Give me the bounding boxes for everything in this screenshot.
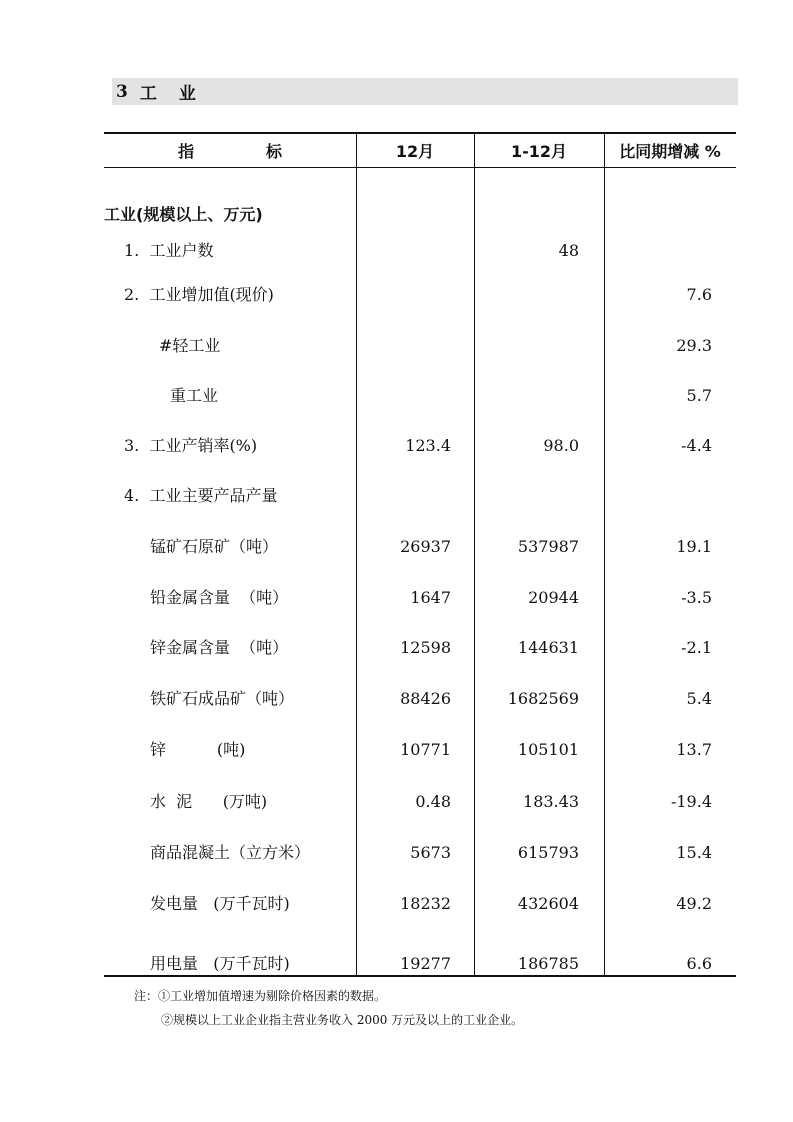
- row-pct-value: 29.3: [676, 336, 712, 355]
- group-title-row: [104, 202, 736, 228]
- section-header: [112, 78, 738, 105]
- row-month-value: [356, 383, 451, 409]
- table-row: [104, 238, 736, 264]
- row-ytd-value: 1682569: [507, 689, 579, 708]
- row-ytd-value: 105101: [517, 740, 579, 759]
- row-pct-value: [604, 238, 712, 264]
- row-label: 锌金属含量 （吨）: [150, 638, 289, 657]
- row-ytd-value: 615793: [517, 843, 579, 862]
- row-pct-value: 19.1: [676, 537, 712, 556]
- row-pct-value: [604, 483, 712, 509]
- row-pct-value: 6.6: [686, 954, 712, 973]
- row-month-value: 26937: [400, 537, 451, 556]
- row-label: 锌 (吨): [150, 740, 246, 759]
- row-pct-value: 15.4: [676, 843, 712, 862]
- row-month-value: [356, 238, 451, 264]
- table-row: [104, 789, 736, 815]
- row-ytd-value: 144631: [517, 638, 579, 657]
- row-month-value: 5673: [410, 843, 451, 862]
- row-month-value: [356, 282, 451, 308]
- row-month-value: 1647: [410, 588, 451, 607]
- row-ytd-value: [474, 333, 579, 359]
- header-indicator-char1: 指: [177, 141, 194, 161]
- table-row: [104, 333, 736, 359]
- section-number: 3: [116, 81, 128, 102]
- table-row: [104, 891, 736, 917]
- table-row: [104, 951, 736, 977]
- table-row: [104, 840, 736, 866]
- row-label: 用电量 (万千瓦时): [150, 954, 290, 973]
- row-label: 铁矿石成品矿（吨）: [150, 689, 295, 708]
- table-row: [104, 534, 736, 560]
- table-row: [104, 483, 736, 509]
- row-month-value: 19277: [400, 954, 451, 973]
- row-pct-value: -4.4: [681, 436, 712, 455]
- row-ytd-value: 20944: [528, 588, 579, 607]
- row-pct-value: 13.7: [676, 740, 712, 759]
- row-pct-value: -19.4: [670, 792, 712, 811]
- row-label: 商品混凝土（立方米）: [150, 843, 311, 862]
- row-label: 2. 工业增加值(现价): [124, 285, 274, 304]
- section-title-part1: 工: [139, 84, 157, 104]
- row-pct-value: -2.1: [681, 638, 712, 657]
- row-label: 4. 工业主要产品产量: [124, 486, 278, 505]
- row-label: 水 泥 (万吨): [150, 792, 268, 811]
- row-month-value: 10771: [400, 740, 451, 759]
- row-ytd-value: [474, 282, 579, 308]
- row-month-value: 0.48: [415, 792, 451, 811]
- note-2: ②规模以上工业企业指主营业务收入 2000 万元及以上的工业企业。: [161, 1013, 524, 1027]
- row-pct-value: 5.7: [686, 386, 712, 405]
- row-ytd-value: 98.0: [543, 436, 579, 455]
- row-label: 锰矿石原矿（吨）: [150, 537, 279, 556]
- row-ytd-value: 432604: [517, 894, 579, 913]
- table-row: [104, 585, 736, 611]
- row-label: 铅金属含量 （吨）: [150, 588, 289, 607]
- row-ytd-value: 537987: [517, 537, 579, 556]
- header-pct-change: 比同期增减 %: [619, 141, 721, 161]
- row-month-value: [356, 333, 451, 359]
- row-label: 1. 工业户数: [124, 241, 214, 260]
- row-label: 3. 工业产销率(%): [124, 436, 258, 455]
- row-pct-value: 5.4: [686, 689, 712, 708]
- header-indicator-char2: 标: [266, 141, 283, 161]
- table-row: [104, 282, 736, 308]
- row-pct-value: 7.6: [686, 285, 712, 304]
- table-row: [104, 635, 736, 661]
- header-month: 12月: [395, 141, 435, 161]
- row-month-value: 88426: [400, 689, 451, 708]
- row-label: 重工业: [170, 386, 219, 405]
- row-pct-value: -3.5: [681, 588, 712, 607]
- row-label: #轻工业: [159, 336, 221, 355]
- row-pct-value: 49.2: [676, 894, 712, 913]
- row-ytd-value: [474, 483, 579, 509]
- table-row: [104, 433, 736, 459]
- row-label: 发电量 (万千瓦时): [150, 894, 290, 913]
- group-title: 工业(规模以上、万元): [104, 205, 263, 224]
- note-1: 注：①工业增加值增速为剔除价格因素的数据。: [134, 989, 387, 1003]
- section-title-part2: 业: [178, 84, 196, 104]
- row-month-value: 123.4: [405, 436, 451, 455]
- header-indicator: [104, 132, 356, 168]
- table-row: [104, 686, 736, 712]
- table-notes: [134, 984, 523, 1032]
- industry-table: [104, 132, 736, 977]
- row-ytd-value: 48: [558, 241, 579, 260]
- table-row: [104, 383, 736, 409]
- row-month-value: 18232: [400, 894, 451, 913]
- header-ytd: 1-12月: [510, 141, 568, 161]
- table-row: [104, 737, 736, 763]
- row-month-value: 12598: [400, 638, 451, 657]
- row-month-value: [356, 483, 451, 509]
- row-ytd-value: 186785: [517, 954, 579, 973]
- row-ytd-value: 183.43: [523, 792, 579, 811]
- row-ytd-value: [474, 383, 579, 409]
